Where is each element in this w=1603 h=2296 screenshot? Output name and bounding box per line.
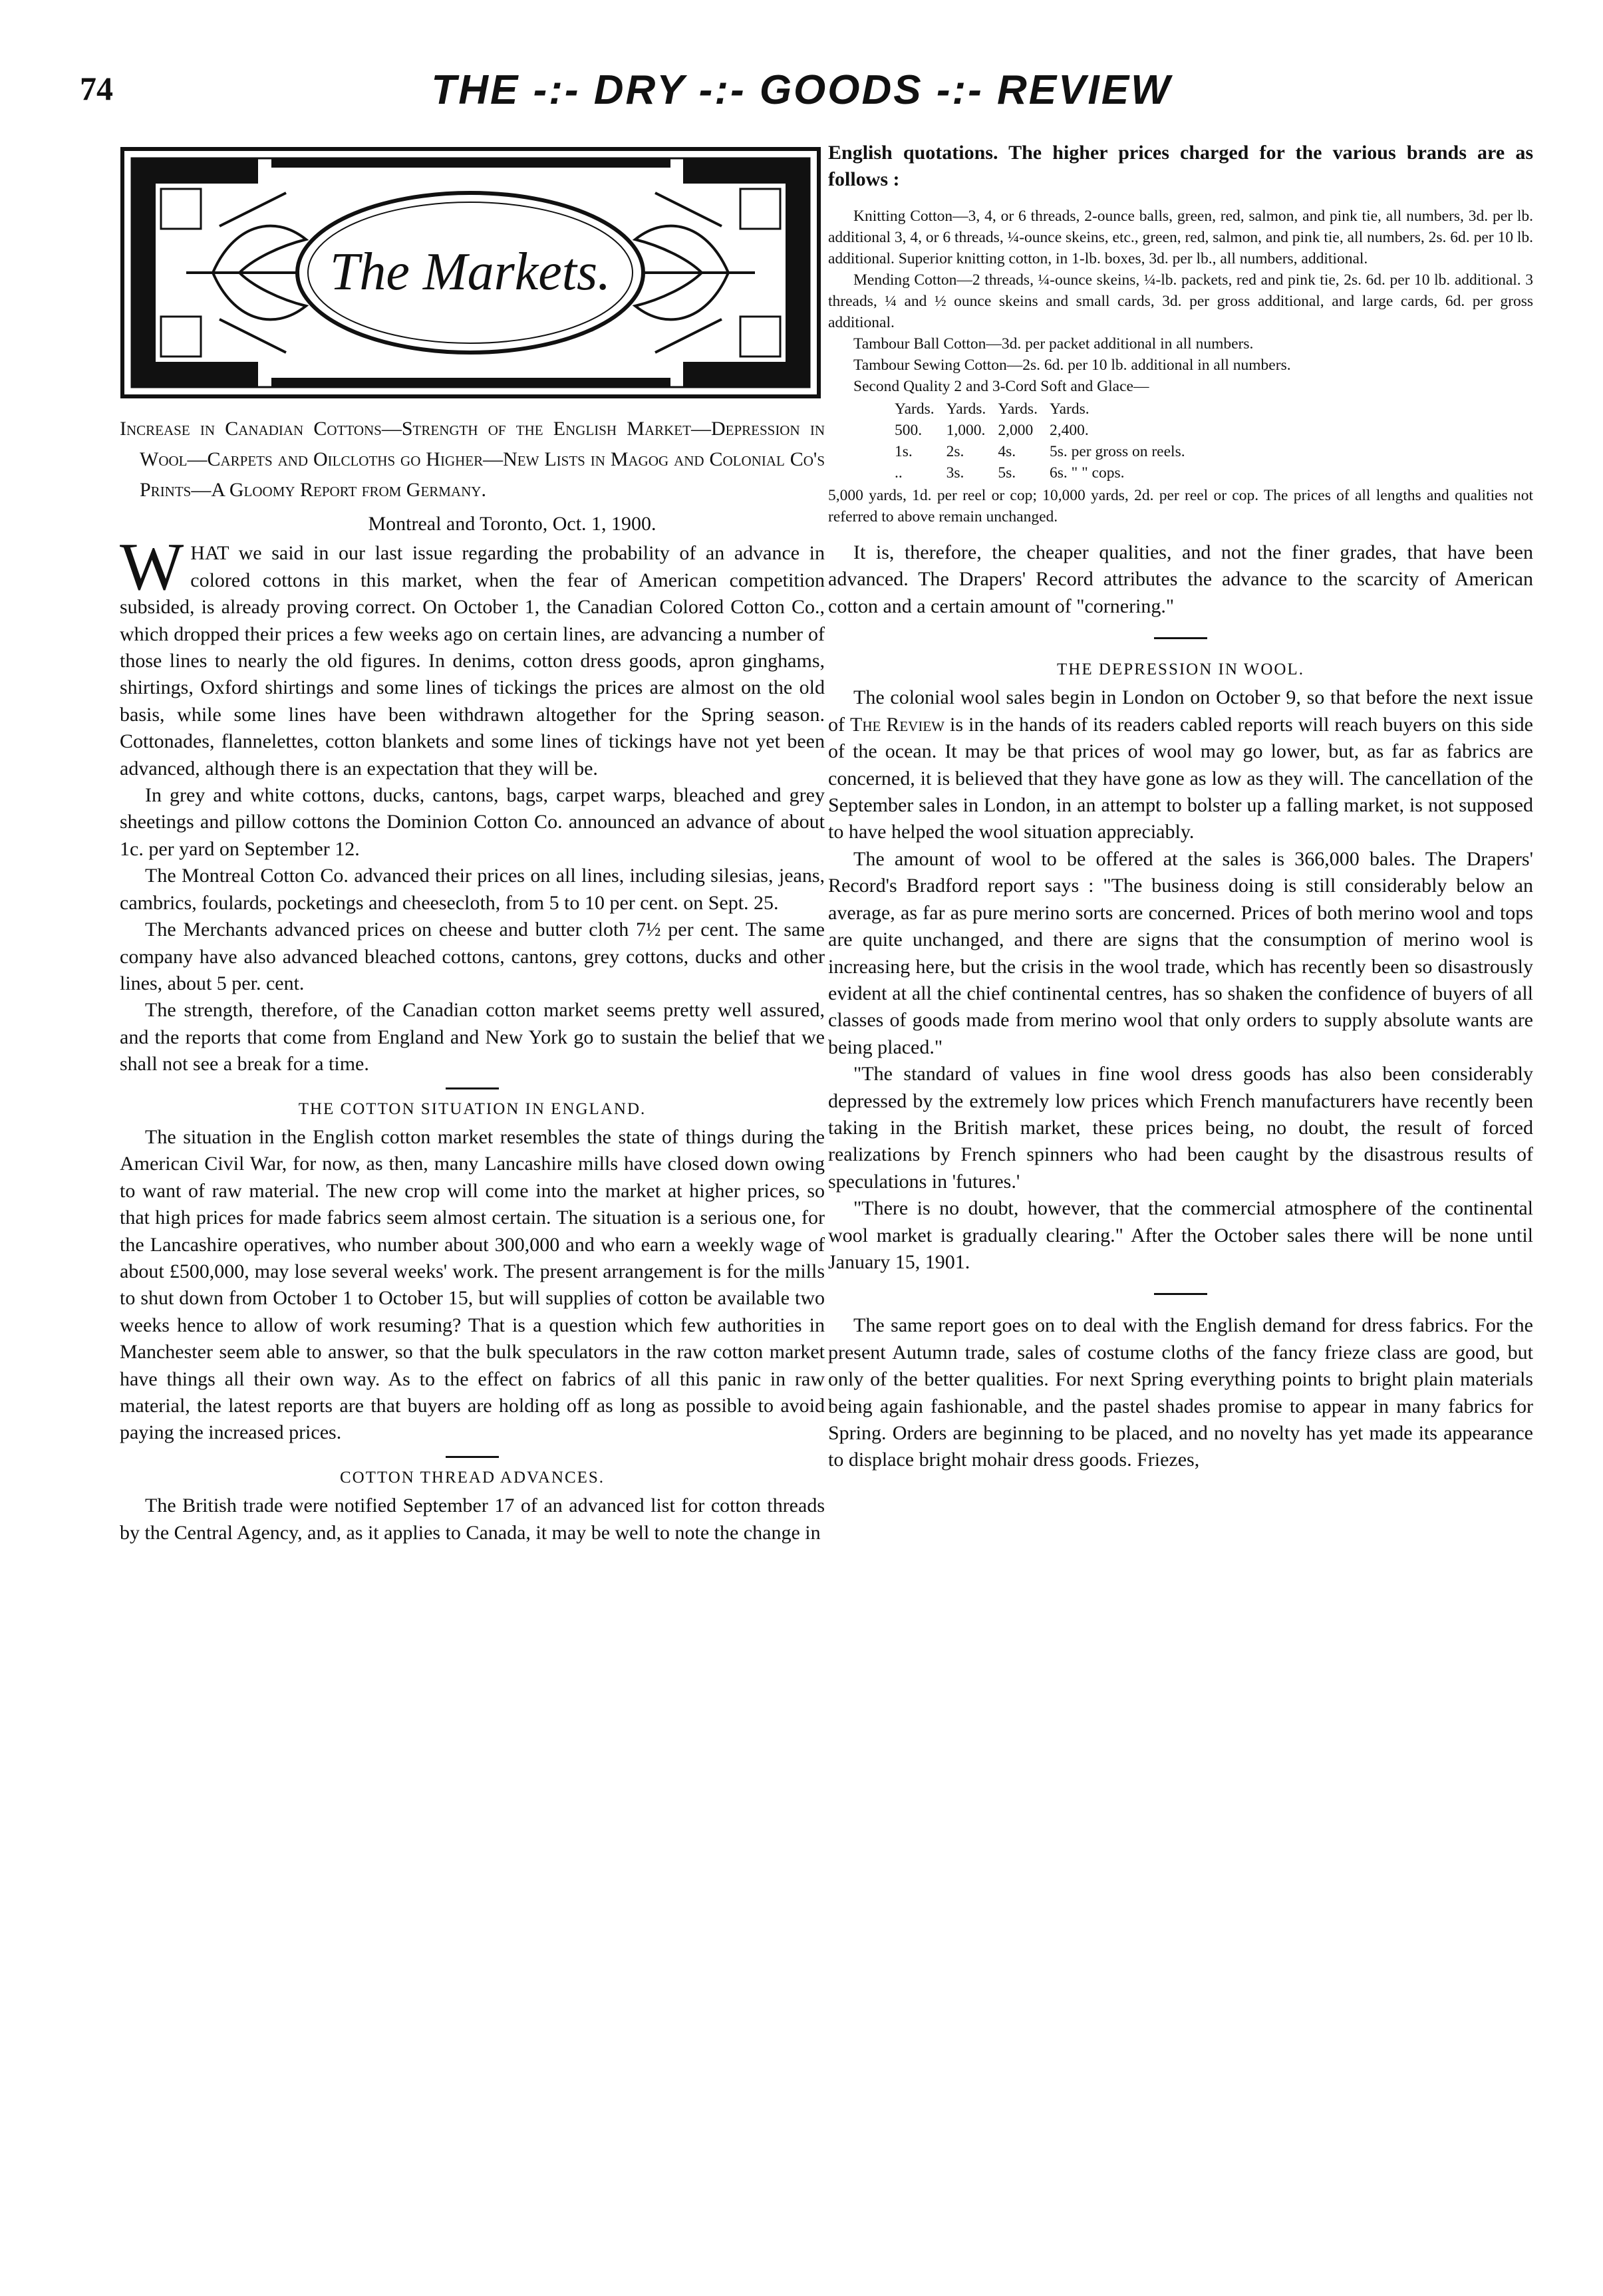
page-header: [60, 67, 1543, 126]
right-column: [828, 140, 1533, 1474]
paragraph: The colonial wool sales begin in London on October 9, so that before the next issue of The Review is in the hands of its readers cabled reports will reach buyers on this side of the ocean. It may be that prices of wool may go lower, but, as far as fabrics are concerned, it is believed that they have gone as low as they will. The cancellation of the September sales in London, in an attempt to bolster up a falling market, is not supposed to have helped the wool situation appreciably.: [828, 686, 1533, 843]
quotation-item: Tambour Ball Cotton—3d. per packet additional in all numbers.: [853, 335, 1254, 353]
paragraph: The situation in the English cotton market resembles the state of things during the American Civil War, for now, as then, many Lancashire mills have closed down owing to want of raw material. The new crop will come into the market at higher prices, so that high prices for made fabrics seem almost certain. The situation is a serious one, for the Lancashire operatives, who number about 300,000 and who earn a weekly wage of about £500,000, may lose several weeks' work. The present arrangement is for the mills to shut down from October 1 to October 15, but will supplies of cotton be available two weeks hence to allow of work resuming? That is a question which few authorities in Manchester seem able to answer, so that the bulk speculators in the raw cotton market have things all their own way. As to the effect on fabrics of all this panic in raw material, the latest reports are that buyers are holding off as long as possible to avoid paying the increased prices.: [120, 1125, 825, 1444]
section-heading: COTTON THREAD ADVANCES.: [339, 1468, 605, 1487]
quotation-item: Second Quality 2 and 3-Cord Soft and Glace—: [853, 377, 1149, 395]
page-number: 74: [80, 70, 113, 107]
thread-price-table: [895, 398, 1197, 484]
drop-cap: W: [120, 529, 184, 605]
dateline: Montreal and Toronto, Oct. 1, 1900.: [368, 513, 656, 535]
left-column: [120, 140, 825, 1546]
section-rule: [1154, 637, 1207, 639]
paragraph: It is, therefore, the cheaper qualities, and not the finer grades, that have been advanced. The Drapers' Record attributes the advance to the scarcity of American cotton and a certain amount of "cornering.": [828, 541, 1533, 617]
section-heading: THE COTTON SITUATION IN ENGLAND.: [298, 1099, 647, 1118]
quotation-item: Mending Cotton—2 threads, ¼-ounce skeins, ¼-lb. packets, red and pink tie, 2s. 6d. per 10 lb. additional. 3 threads, ¼ and ½ ounce skeins and small cards, 3d. per gross additional, and large cards, 6d. per gross additional.: [828, 271, 1533, 331]
quotation-item: 5,000 yards, 1d. per reel or cop; 10,000 yards, 2d. per reel or cop. The prices of all lengths and qualities not referred to above remain unchanged.: [828, 486, 1533, 525]
paragraph: "The standard of values in fine wool dress goods has also been considerably depressed by the extremely low prices which French manufacturers have recently been taking in the British market, these prices being, no doubt, the result of forced realizations by French spinners who had been caught by the disastrous results of speculations in 'futures.': [828, 1063, 1533, 1193]
quotation-item: Knitting Cotton—3, 4, or 6 threads, 2-ounce balls, green, red, salmon, and pink tie, all numbers, 3d. per lb. additional 3, 4, or 6 threads, ¼-ounce skeins, etc., green, red, salmon, and pink tie, all numbers, 2s. 6d. per 10 lb. additional. Superior knitting cotton, in 1-lb. boxes, 3d. per lb., all numbers, additional.: [828, 207, 1533, 267]
quotation-item: Tambour Sewing Cotton—2s. 6d. per 10 lb. additional in all numbers.: [853, 356, 1291, 374]
table-row: Yards. Yards. Yards. Yards.: [895, 400, 1090, 418]
markets-banner: [120, 146, 821, 399]
paragraph: The same report goes on to deal with the English demand for dress fabrics. For the present Autumn trade, sales of costume cloths of the fancy frieze class are good, but only of the better qualities. For next Spring everything points to bright plain materials being again fashionable, and the pastel shades promise to appear in many fabrics for Spring. Orders are beginning to be placed, and no novelty has yet made its appearance to displace bright mohair dress goods. Friezes,: [828, 1314, 1533, 1471]
table-row: .. 3s. 5s. 6s. " " cops.: [895, 464, 1125, 482]
banner-title: The Markets.: [329, 243, 611, 301]
paragraph: English quotations. The higher prices charged for the various brands are as follows :: [828, 142, 1533, 191]
section-rule: [1154, 1293, 1207, 1295]
table-row: 1s. 2s. 4s. 5s. per gross on reels.: [895, 442, 1185, 460]
paragraph: The Montreal Cotton Co. advanced their prices on all lines, including silesias, jeans, cambrics, foulards, pocketings and cheesecloth, from 5 to 10 per cent. on Sept. 25.: [120, 865, 825, 914]
paragraph: The British trade were notified September 17 of an advanced list for cotton threads by the Central Agency, and, as it applies to Canada, it may be well to note the change in: [120, 1495, 825, 1544]
paragraph: WHAT we said in our last issue regarding the probability of an advance in colored cottons in this market, when the fear of American competition subsided, is already proving correct. On October 1, the Canadian Colored Cotton Co., which dropped their prices a few weeks ago on certain lines, are advancing a number of those lines to nearly the old figures. In denims, cotton dress goods, apron ginghams, shirtings, Oxford shirtings and some lines of tickings the prices are almost on the old basis, while some lines have been withdrawn altogether for the Spring season. Cottonades, flannelettes, cotton blankets and some lines of tickings have not yet been advanced, although there is an expectation that they will be.: [120, 529, 825, 780]
journal-name: The Review: [850, 713, 945, 736]
running-title: THE -:- DRY -:- GOODS -:- REVIEW: [431, 67, 1172, 113]
table-row: 500. 1,000. 2,000 2,400.: [895, 421, 1089, 439]
paragraph: The amount of wool to be offered at the sales is 366,000 bales. The Drapers' Record's Bradford report says : "The business doing is still considerably below an average, as far as pure merino sorts are concerned. Prices of both merino wool and tops are quite unchanged, and there are signs that the consumption of merino wool is increasing here, but the crisis in the wool trade, which has recently been so disastrously evident at all the chief continental centres, has so shaken the confidence of buyers of all classes of goods made from merino wool that only orders to supply absolute wants are being placed.": [828, 847, 1533, 1058]
section-rule: [446, 1087, 499, 1089]
section-rule: [446, 1456, 499, 1458]
section-heading: THE DEPRESSION IN WOOL.: [1057, 660, 1304, 679]
paragraph: In grey and white cottons, ducks, cantons, bags, carpet warps, bleached and grey sheetings and pillow cottons the Dominion Cotton Co. announced an advance of about 1c. per yard on September 12.: [120, 784, 825, 860]
article-subhead: Increase in Canadian Cottons—Strength of the English Market—Depression in Wool—Carpets and Oilcloths go Higher—New Lists in Magog and Colonial Co's Prints—A Gloomy Report from Germany.: [120, 418, 825, 501]
paragraph: The Merchants advanced prices on cheese and butter cloth 7½ per cent. The same company have also advanced bleached cottons, cantons, grey cottons, ducks and other lines, about 5 per. cent.: [120, 919, 825, 994]
paragraph: "There is no doubt, however, that the commercial atmosphere of the continental wool market is gradually clearing." After the October sales there will be none until January 15, 1901.: [828, 1197, 1533, 1273]
paragraph: The strength, therefore, of the Canadian cotton market seems pretty well assured, and the reports that come from England and New York go to sustain the belief that we shall not see a break for a time.: [120, 999, 825, 1076]
